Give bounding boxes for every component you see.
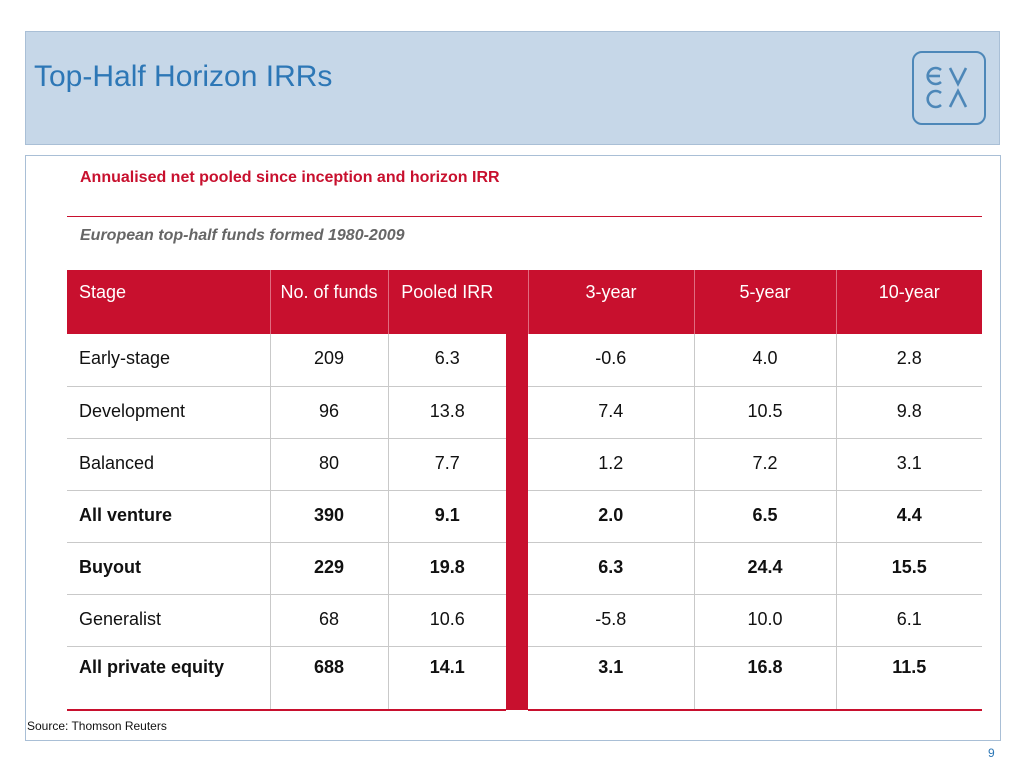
3-year-cell: 6.3 xyxy=(528,542,694,594)
irr-table xyxy=(67,270,982,711)
page-number: 9 xyxy=(988,746,995,760)
column-separator xyxy=(506,490,528,542)
stage-cell: Balanced xyxy=(67,438,270,490)
10-year-cell: 15.5 xyxy=(836,542,982,594)
3-year-cell: 2.0 xyxy=(528,490,694,542)
pooled-irr-cell: 9.1 xyxy=(388,490,506,542)
table-row xyxy=(67,646,982,710)
10-year-cell: 2.8 xyxy=(836,334,982,386)
stage-cell: All private equity xyxy=(67,646,270,710)
funds-cell: 68 xyxy=(270,594,388,646)
10-year-cell: 3.1 xyxy=(836,438,982,490)
table-row xyxy=(67,334,982,386)
stage-cell: Buyout xyxy=(67,542,270,594)
pooled-irr-cell: 7.7 xyxy=(388,438,506,490)
10-year-cell: 4.4 xyxy=(836,490,982,542)
table-row xyxy=(67,490,982,542)
stage-cell: All venture xyxy=(67,490,270,542)
pooled-irr-cell: 14.1 xyxy=(388,646,506,710)
funds-cell: 390 xyxy=(270,490,388,542)
funds-cell: 688 xyxy=(270,646,388,710)
pooled-irr-cell: 13.8 xyxy=(388,386,506,438)
5-year-cell: 10.0 xyxy=(694,594,836,646)
5-year-cell: 10.5 xyxy=(694,386,836,438)
5-year-cell: 6.5 xyxy=(694,490,836,542)
funds-cell: 209 xyxy=(270,334,388,386)
3-year-cell: 3.1 xyxy=(528,646,694,710)
stage-cell: Development xyxy=(67,386,270,438)
5-year-cell: 7.2 xyxy=(694,438,836,490)
column-separator xyxy=(506,646,528,710)
page-title: Top-Half Horizon IRRs xyxy=(34,60,333,93)
10-year-cell: 9.8 xyxy=(836,386,982,438)
10-year-cell: 6.1 xyxy=(836,594,982,646)
5-year-cell: 4.0 xyxy=(694,334,836,386)
funds-cell: 229 xyxy=(270,542,388,594)
3-year-cell: 7.4 xyxy=(528,386,694,438)
5-year-cell: 24.4 xyxy=(694,542,836,594)
evca-logo-mark xyxy=(914,53,984,123)
10-year-cell: 11.5 xyxy=(836,646,982,710)
stage-cell: Early-stage xyxy=(67,334,270,386)
source-note: Source: Thomson Reuters xyxy=(27,719,167,733)
column-separator xyxy=(506,542,528,594)
pooled-irr-cell: 6.3 xyxy=(388,334,506,386)
header-pooled-irr: Pooled IRR xyxy=(388,270,506,334)
table-row xyxy=(67,594,982,646)
table-row xyxy=(67,542,982,594)
column-separator xyxy=(506,386,528,438)
3-year-cell: -0.6 xyxy=(528,334,694,386)
header-funds: No. of funds xyxy=(270,270,388,334)
table-row xyxy=(67,438,982,490)
table-header-row xyxy=(67,270,982,334)
column-separator xyxy=(506,594,528,646)
divider xyxy=(67,216,982,217)
pooled-irr-cell: 10.6 xyxy=(388,594,506,646)
funds-cell: 80 xyxy=(270,438,388,490)
pooled-irr-cell: 19.8 xyxy=(388,542,506,594)
column-separator xyxy=(506,334,528,386)
table-row xyxy=(67,386,982,438)
header-10-year: 10-year xyxy=(836,270,982,334)
funds-cell: 96 xyxy=(270,386,388,438)
column-separator xyxy=(506,270,528,334)
header-5-year: 5-year xyxy=(694,270,836,334)
header-stage: Stage xyxy=(67,270,270,334)
3-year-cell: -5.8 xyxy=(528,594,694,646)
stage-cell: Generalist xyxy=(67,594,270,646)
table-subtitle: Annualised net pooled since inception and horizon IRR xyxy=(80,169,500,186)
table-caption: European top-half funds formed 1980-2009 xyxy=(80,227,405,244)
column-separator xyxy=(506,438,528,490)
5-year-cell: 16.8 xyxy=(694,646,836,710)
evca-logo xyxy=(912,51,986,125)
3-year-cell: 1.2 xyxy=(528,438,694,490)
header-3-year: 3-year xyxy=(528,270,694,334)
